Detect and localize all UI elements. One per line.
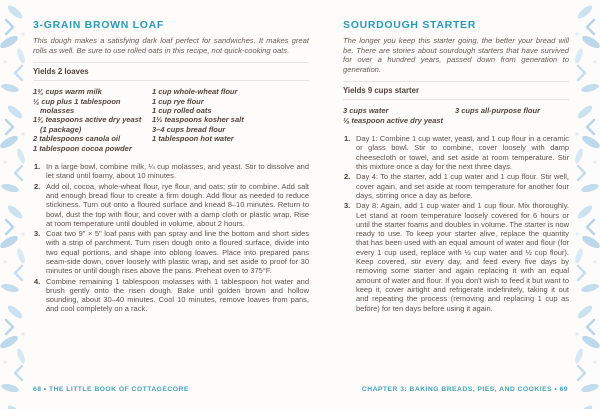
step-item: Day 4: To the starter, add 1 cup water and 1 cup flour. Stir well, cover again, and set aside at room temperature for another four days, stirring once a day as before. bbox=[356, 172, 569, 200]
ingredient-item: 2 tablespoons canola oil bbox=[33, 134, 121, 144]
page-footer-left: 68 • THE LITTLE BOOK OF COTTAGECORE bbox=[33, 386, 189, 393]
ingredients-column-1 bbox=[33, 87, 152, 153]
recipe-intro-right: The longer you keep this starter going, the better your bread will be. There are stories about sourdough starters that have survived for over a hundred years, passed down from generation to generation. bbox=[343, 36, 569, 74]
step-item: Add oil, cocoa, whole-wheat flour, rye flour, and oats; stir to combine. Add salt and enough bread flour to create a firm dough. Add flour as needed to reduce stickiness. Turn out onto a floured surface and knead 8–10 minutes. Return to bowl, dust the top with flour, and cover with a damp cloth or plastic wrap. Rise at room temperature until doubled in volume, about 2 hours. bbox=[46, 181, 309, 228]
left-page bbox=[33, 19, 309, 315]
ingredient-item: 1 tablespoon cocoa powder bbox=[33, 143, 132, 153]
ingredients-list-right bbox=[343, 106, 569, 125]
recipe-title-right: SOURDOUGH STARTER bbox=[343, 19, 477, 31]
right-page bbox=[343, 19, 569, 314]
ingredient-item: 3 cups water bbox=[343, 106, 389, 116]
ingredients-column-1 bbox=[343, 106, 455, 125]
step-item: Combine remaining 1 tablespoon molasses with 1 tablespoon hot water and brush gently onto the risen dough. Bake until golden brown and hollow sounding, about 30–40 minutes. Cool 10 minutes, remove loaves from pans, and cool completely on a rack. bbox=[46, 276, 309, 314]
yields-label-right: Yields 9 cups starter bbox=[343, 81, 569, 100]
ingredient-item: 1 cup whole-wheat flour bbox=[152, 87, 238, 97]
recipe-intro-left: This dough makes a satisfying dark loaf perfect for sandwiches. It makes great rolls as well. Be sure to use rolled oats in this recipe, not quick-cooking oats. bbox=[33, 36, 309, 55]
ingredient-item: 1 tablespoon hot water bbox=[152, 134, 234, 144]
instruction-steps-right bbox=[343, 134, 569, 313]
ingredients-column-2 bbox=[152, 87, 309, 153]
ingredients-column-2 bbox=[455, 106, 569, 125]
botanical-border-left-decoration bbox=[0, 0, 30, 409]
ingredient-item: 1 cup rolled oats bbox=[152, 106, 212, 115]
step-item: In a large bowl, combine milk, ¼ cup molasses, and yeast. Stir to dissolve and let stand until foamy, about 10 minutes. bbox=[46, 162, 309, 181]
ingredient-item: 1¾ teaspoons active dry yeast (1 package) bbox=[33, 115, 142, 134]
ingredient-item: ⅛ teaspoon active dry yeast bbox=[343, 115, 444, 125]
recipe-title-left: 3-GRAIN BROWN LOAF bbox=[33, 19, 165, 31]
ingredient-item: 3 cups all-purpose flour bbox=[455, 106, 541, 116]
ingredient-item: 1¾ cups warm milk bbox=[33, 87, 102, 97]
yields-label-left: Yields 2 loaves bbox=[33, 62, 309, 81]
page-footer-right: CHAPTER 3: BAKING BREADS, PIES, AND COOKIES • 69 bbox=[361, 386, 568, 393]
step-item: Day 1: Combine 1 cup water, yeast, and 1 cup flour in a ceramic or glass bowl. Stir to combine, cover loosely with damp cheesecloth or towel, and set aside at room temperature. Stir this mixture once a day for the next three days. bbox=[356, 134, 569, 172]
ingredient-item: 3–4 cups bread flour bbox=[152, 124, 226, 134]
botanical-border-right-decoration bbox=[570, 0, 600, 409]
instruction-steps-left bbox=[33, 162, 309, 314]
ingredient-item: ¼ cup plus 1 tablespoon molasses bbox=[33, 96, 121, 115]
ingredient-item: 1 cup rye flour bbox=[152, 96, 204, 106]
step-item: Coat two 9" × 5" loaf pans with pan spray and line the bottom and short sides with a strip of parchment. Turn risen dough onto a floured surface, divide into two equal portions, and shape into oblong loaves. Place into prepared pans seam-side down, cover loosely with plastic wrap, and set aside to proof for 30 minutes or until dough rises above the pans. Preheat oven to 375°F. bbox=[46, 229, 309, 276]
ingredient-item: 1½ teaspoons kosher salt bbox=[152, 115, 244, 125]
step-item: Day 8: Again, add 1 cup water and 1 cup flour. Mix thoroughly. Let stand at room temperature loosely covered for 6 hours or until the starter foams and doubles in volume. The starter is now ready to use. To keep your starter alive, replace the quantity that has been used with an equal amount of water and flour (for every 1 cup used, replace with ½ cup water and ½ cup flour). Keep covered, stir every day, and feed every five days by removing some starter and again replacing it with an equal amount of water and flour. If you don't wish to feed it but want to keep it, cover airtight and refrigerate indefinitely, taking it out and repeating the process (removing and replacing 1 cup as before) for ten days before using it again. bbox=[356, 201, 569, 313]
ingredients-list-left bbox=[33, 87, 309, 153]
